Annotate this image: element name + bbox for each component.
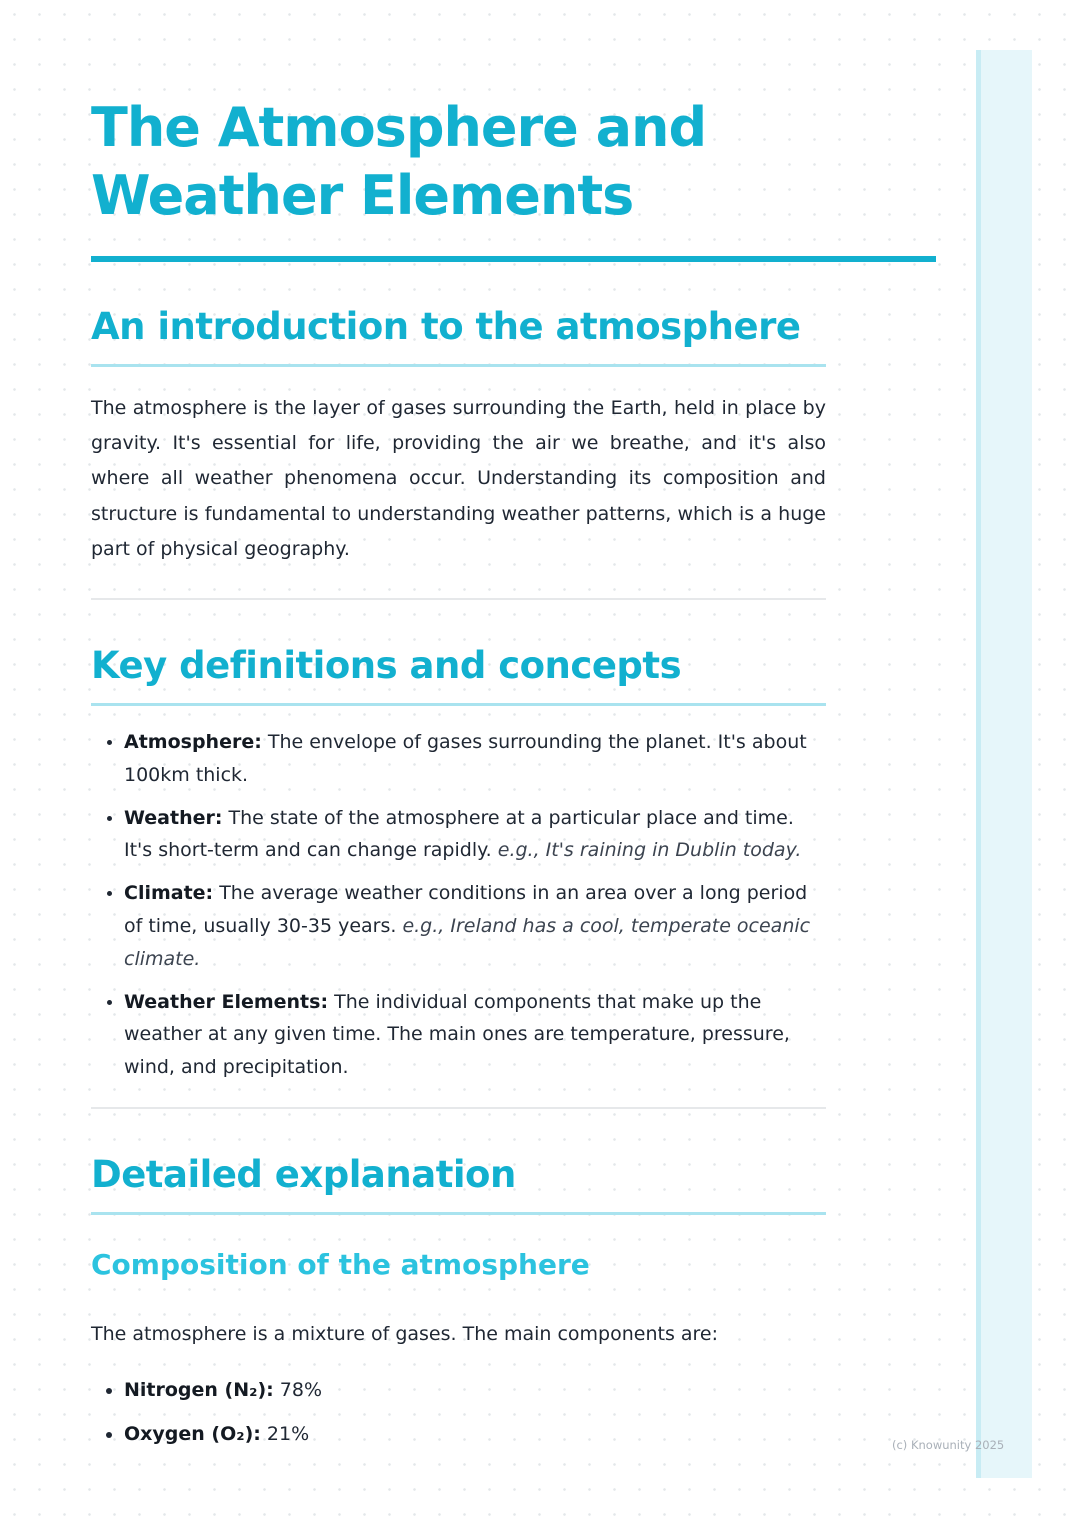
gas-name: Oxygen (O₂):: [124, 1422, 261, 1445]
section-heading-detailed: Detailed explanation: [91, 1152, 516, 1196]
gas-percentage: 78%: [279, 1378, 323, 1401]
definition-term: Atmosphere:: [124, 731, 262, 754]
definition-example: e.g., Ireland has a cool, temperate oceanic climate.: [124, 915, 811, 970]
document-page: [91, 0, 936, 1463]
definition-example: e.g., It's raining in Dublin today.: [497, 839, 802, 862]
gas-item: [124, 1375, 826, 1405]
definition-term: Climate:: [124, 882, 214, 905]
heading-rule: [91, 703, 826, 706]
subsection-heading-composition: Composition of the atmosphere: [91, 1247, 590, 1281]
section-detailed: [91, 1152, 826, 1449]
definition-item: [124, 877, 826, 975]
definition-item: [124, 986, 826, 1084]
section-intro: [91, 304, 826, 567]
section-heading-definitions: Key definitions and concepts: [91, 644, 682, 688]
content-column: [91, 304, 826, 1449]
gas-percentage: 21%: [266, 1422, 310, 1445]
section-divider: [91, 598, 826, 600]
definition-term: Weather:: [124, 806, 223, 829]
definition-text: The average weather conditions in an area over a long period of time, usually 30-35 years.: [124, 882, 808, 937]
heading-rule: [91, 1212, 826, 1215]
definitions-list: [91, 726, 826, 1084]
heading-rule: [91, 364, 826, 367]
gas-name: Nitrogen (N₂):: [124, 1378, 274, 1401]
definition-text: The individual components that make up the weather at any given time. The main ones are temperature, pressure, wind, and precipitation.: [124, 990, 790, 1079]
section-heading-intro: An introduction to the atmosphere: [91, 305, 801, 348]
definition-item: [124, 726, 826, 792]
definition-term: Weather Elements:: [124, 990, 329, 1013]
page-title: The Atmosphere and Weather Elements: [91, 96, 707, 227]
composition-intro: The atmosphere is a mixture of gases. The main components are:: [91, 1322, 719, 1345]
definition-text: The state of the atmosphere at a particular place and time. It's short-term and can change rapidly.: [124, 806, 794, 862]
gas-list: [91, 1375, 826, 1449]
page-margin-strip: [976, 50, 1032, 1478]
gas-item: [124, 1419, 826, 1449]
intro-paragraph: The atmosphere is the layer of gases surrounding the Earth, held in place by gravity. It's essential for life, providing the air we breathe, and it's also where all weather phenomena occur. Understanding its composition and structure is fundamental to understanding weather patterns, which is a huge part of physical geography.: [91, 397, 826, 560]
title-rule: [91, 256, 936, 262]
definition-text: The envelope of gases surrounding the planet. It's about 100km thick.: [124, 731, 807, 786]
section-divider: [91, 1107, 826, 1109]
copyright-notice: (c) Knowunity 2025: [892, 1438, 1005, 1452]
definition-item: [124, 802, 826, 868]
section-definitions: [91, 643, 826, 1084]
